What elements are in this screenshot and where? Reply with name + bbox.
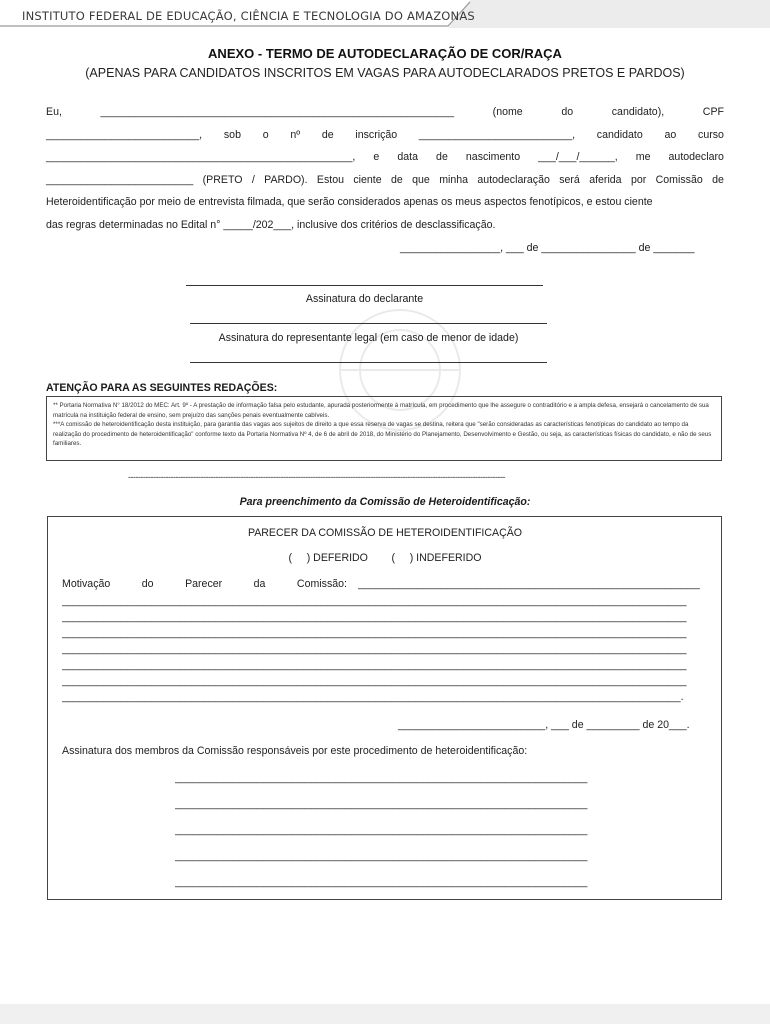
motivation-blank: __________________________________________________________ [358,578,700,590]
parecer-title: PARECER DA COMISSÃO DE HETEROIDENTIFICAÇÃO [247,527,523,539]
parecer-options: ( ) DEFERIDO ( ) INDEFERIDO [288,552,482,564]
document-title: ANEXO - TERMO DE AUTODECLARAÇÃO DE COR/RAÇA [208,46,562,61]
member-signature-line: ______________________________________________________________________ [175,772,588,784]
footer-shape [0,1000,770,1024]
declaration-line-1: Eu, ____________________________________________________________ (nome do candidato), CPF [46,106,724,118]
declaration-line-6: das regras determinadas no Edital n° _____/202___, inclusive dos critérios de desclassificação. [46,219,496,231]
extra-signature-line [190,362,547,363]
member-signature-line: ______________________________________________________________________ [175,824,588,836]
motivation-line: __________________________________________________________________________________________________________ [62,627,687,639]
declaration-line-2: __________________________, sob o nº de inscrição __________________________, candidato ao curso [46,129,724,141]
members-signature-label: Assinatura dos membros da Comissão responsáveis por este procedimento de heteroidentificação: [62,745,528,757]
motivation-label: Motivação do Parecer da Comissão: [62,578,347,590]
legal-rep-signature-line [190,323,547,324]
attention-note-1: ** Portaria Normativa N° 18/2012 do MEC: Art. 9º - A prestação de informação falsa pelo estudante, apurada posteriormente à matrícula, em procedimento que lhe assegure o contraditório e a ampla defesa, ensejará o cancelamento de sua matrícula na instituição federal de ensino, sem prejuízo das sanções penais eventualmente cabíveis. [53,402,709,419]
commission-section-title: Para preenchimento da Comissão de Heteroidentificação: [239,496,531,508]
separator-line: ------------------------------------------------------------------------------------------------------------------------------------------------------- [128,472,506,482]
member-signature-line: ______________________________________________________________________ [175,850,588,862]
declarant-signature-label: Assinatura do declarante [305,293,424,305]
member-signature-line: ______________________________________________________________________ [175,876,588,888]
declaration-line-3: ____________________________________________________, e data de nascimento ___/___/______, me autodeclaro [46,151,724,163]
motivation-line: __________________________________________________________________________________________________________ [62,675,687,687]
legal-rep-signature-label: Assinatura do representante legal (em caso de menor de idade) [218,332,519,344]
attention-heading: ATENÇÃO PARA AS SEGUINTES REDAÇÕES: [46,382,278,394]
motivation-line: __________________________________________________________________________________________________________ [62,611,687,623]
declaration-line-4: _________________________ (PRETO / PARDO). Estou ciente de que minha autodeclaração será aferida por Comissão de [46,174,724,186]
declaration-line-5: Heteroidentificação por meio de entrevista filmada, que serão considerados apenas os meus aspectos fenotípicos, e estou ciente [46,196,653,208]
member-signature-line: ______________________________________________________________________ [175,798,588,810]
declaration-date-line: _________________, ___ de ________________ de _______ [400,242,695,254]
motivation-line: __________________________________________________________________________________________________________ [62,643,687,655]
institution-name: INSTITUTO FEDERAL DE EDUCAÇÃO, CIÊNCIA E TECNOLOGIA DO AMAZONAS [22,9,475,23]
attention-note-2: ***A comissão de heteroidentificação desta instituição, para garantia das vagas aos sujeitos de direito a que essa reserva de vagas se destina, reitera que "serão consideradas as características fenotípicas do candidato ao tempo da realização do procedimento de heteroidentificação" conforme texto da Portaria Normativa Nº 4, de 6 de abril de 2018, do Ministério do Planejamento, Desenvolvimento e Gestão, ou seja, as características físicas do candidato, e não de seus familiares. [53,421,712,447]
document-subtitle: (APENAS PARA CANDIDATOS INSCRITOS EM VAGAS PARA AUTODECLARADOS PRETOS E PARDOS) [85,66,685,80]
commission-box [47,516,722,900]
motivation-line-end: _________________________________________________________________________________________________________. [62,691,684,703]
motivation-line: __________________________________________________________________________________________________________ [62,595,687,607]
footer-bar [0,1000,770,1024]
declarant-signature-line [186,285,543,286]
attention-notes-box [46,396,722,461]
commission-date-line: _________________________, ___ de _________ de 20___. [398,719,690,731]
motivation-line: __________________________________________________________________________________________________________ [62,659,687,671]
